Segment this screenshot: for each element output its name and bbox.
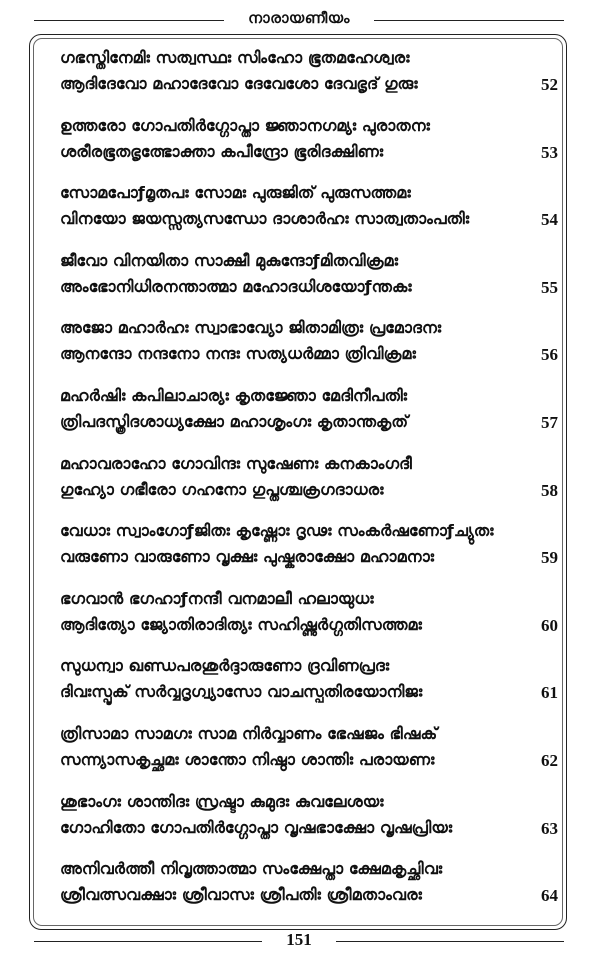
verse-line-2: സന്ന്യാസകൃച്ഛമഃ ശാന്തോ നിഷ്ഠാ ശാന്തിഃ പരായണഃ (60, 749, 435, 769)
verse-line-1: ശുഭാംഗഃ ശാന്തിദഃ സ്രഷ്ടാ കുമുദഃ കുവലേശയഃ (60, 791, 384, 811)
verse-line-1: അനിവർത്തീ നിവൃത്താത്മാ സംക്ഷേപ്താ ക്ഷേമകൃച്ഛിവഃ (60, 859, 443, 879)
verse-52 (60, 47, 560, 115)
verse-line-1: മഹർഷിഃ കപിലാചാര്യഃ കൃതജ്ഞോ മേദിനീപതിഃ (60, 385, 408, 405)
verse-line-2: ത്രിപദസ്ത്രിദശാധ്യക്ഷോ മഹാശൃംഗഃ കൃതാന്തകൃത് (60, 411, 409, 431)
verse-line-2: അംഭോനിധിരനന്താത്മാ മഹോദധിശയോƒന്തകഃ (60, 276, 412, 296)
verse-line-2: ദിവഃസ്പൃക് സർവ്വദൃഗ്വ്യാസോ വാചസ്പതിരയോനിജഃ (60, 682, 423, 702)
verse-62 (60, 723, 560, 791)
verse-61 (60, 655, 560, 723)
verse-line-1: ത്രിസാമാ സാമഗഃ സാമ നിർവ്വാണം ഭേഷജം ഭിഷക് (60, 723, 438, 743)
verse-list (60, 47, 560, 926)
page-header (34, 6, 564, 34)
verse-number: 53 (541, 142, 558, 162)
verse-number: 59 (541, 548, 558, 568)
verse-line-2: ശരീരഭൂതഭൃത്ഭോക്താ കപീന്ദ്രോ ഭൂരിദക്ഷിണഃ (60, 141, 384, 161)
verse-line-2: ഗുഹ്യോ ഗഭീരോ ഗഹനോ ഗുപ്തശ്ചക്രഗദാധരഃ (60, 479, 384, 499)
verse-59 (60, 520, 560, 588)
verse-number: 63 (541, 818, 558, 838)
page-number: 151 (286, 930, 312, 949)
verse-line-2: ഗോഹിതോ ഗോപതിർഗ്ഗോപ്താ വൃഷഭാക്ഷോ വൃഷപ്രിയഃ (60, 817, 453, 837)
verse-line-1: ഉത്തരോ ഗോപതിർഗ്ഗോപ്താ ജ്ഞാനഗമ്യഃ പുരാതനഃ (60, 115, 431, 135)
verse-number: 62 (541, 750, 558, 770)
verse-58 (60, 453, 560, 521)
header-rule-right (374, 20, 564, 21)
verse-number: 60 (541, 615, 558, 635)
verse-line-2: വിനയോ ജയസ്സത്യസന്ധോ ദാശാർഹഃ സാത്വതാംപതിഃ (60, 209, 470, 229)
verse-line-1: സോമപോƒമൃതപഃ സോമഃ പുരുജിത് പുരുസത്തമഃ (60, 183, 411, 203)
verse-number: 56 (541, 345, 558, 365)
running-title: നാരായണീയം (248, 9, 350, 27)
verse-number: 64 (541, 886, 558, 906)
verse-line-2: ആദിദേവോ മഹാദേവോ ദേവേശോ ദേവഭൃദ് ഗുരുഃ (60, 74, 418, 93)
verse-number: 54 (541, 210, 558, 230)
verse-line-1: മഹാവരാഹോ ഗോവിന്ദഃ സുഷേണഃ കനകാംഗദീ (60, 453, 412, 473)
verse-54 (60, 182, 560, 250)
verse-line-1: ഭഗവാൻ ഭഗഹാƒനന്ദീ വനമാലീ ഹലായുധഃ (60, 588, 374, 608)
verse-number: 57 (541, 412, 558, 432)
verse-number: 55 (541, 277, 558, 297)
verse-line-2: ആദിത്യോ ജ്യോതിരാദിത്യഃ സഹിഷ്ണുർഗ്ഗതിസത്തമഃ (60, 614, 423, 634)
verse-line-1: വേധാഃ സ്വാംഗോƒജിതഃ കൃഷ്ണോഃ ദൃഢഃ സംകർഷണോƒച്യുതഃ (60, 521, 494, 541)
verse-line-1: ഗഭസ്തിനേമിഃ സത്വസ്ഥഃ സിംഹോ ഭൂതമഹേശ്വരഃ (60, 48, 410, 67)
verse-56 (60, 317, 560, 385)
verse-number: 52 (541, 75, 558, 94)
verse-64 (60, 858, 560, 926)
verse-line-1: ജീവോ വിനയിതാ സാക്ഷീ മുകുന്ദോƒമിതവിക്രമഃ (60, 250, 399, 270)
verse-57 (60, 385, 560, 453)
verse-line-1: സുധന്വാ ഖണ്ഡപരശുർദ്ദാരുണോ ദ്രവിണപ്രദഃ (60, 656, 390, 676)
page-footer (34, 928, 564, 958)
verse-line-2: ശ്രീവത്സവക്ഷാഃ ശ്രീവാസഃ ശ്രീപതിഃ ശ്രീമതാംവരഃ (60, 885, 423, 905)
verse-line-1: അജോ മഹാർഹഃ സ്വാഭാവ്യോ ജിതാമിത്രഃ പ്രമോദനഃ (60, 318, 442, 338)
verse-number: 58 (541, 480, 558, 500)
verse-53 (60, 115, 560, 183)
verse-line-2: വരുണോ വാരുണോ വൃക്ഷഃ പുഷ്കരാക്ഷോ മഹാമനാഃ (60, 547, 435, 567)
verse-line-2: ആനന്ദോ നന്ദനോ നന്ദഃ സത്യധർമ്മാ ത്രിവിക്രമഃ (60, 344, 416, 364)
verse-60 (60, 588, 560, 656)
verse-number: 61 (541, 683, 558, 703)
footer-rule-right (336, 941, 564, 942)
verse-55 (60, 250, 560, 318)
verse-63 (60, 791, 560, 859)
